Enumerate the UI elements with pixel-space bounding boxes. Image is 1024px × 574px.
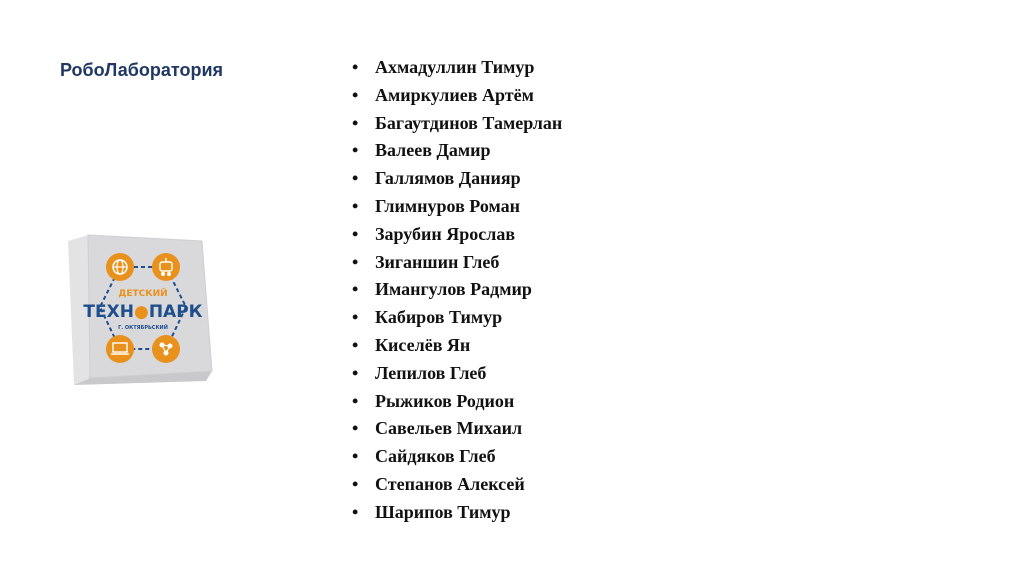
student-name: Зарубин Ярослав [375, 223, 516, 244]
student-name: Кабиров Тимур [375, 307, 503, 328]
technopark-logo [62, 233, 214, 393]
student-name: Валеев Дамир [375, 140, 491, 161]
list-item [352, 137, 562, 165]
slide-title: РобоЛаборатория [60, 60, 224, 80]
student-name: Багаутдинов Тамерлан [375, 112, 563, 133]
student-name: Рыжиков Родион [375, 390, 515, 411]
list-item [352, 415, 562, 443]
list-item [352, 471, 562, 499]
bullet: • [352, 446, 359, 467]
list-item [352, 221, 562, 249]
names-list [352, 54, 562, 527]
student-name: Шарипов Тимур [375, 501, 511, 522]
student-name: Лепилов Глеб [375, 362, 487, 383]
bullet: • [352, 251, 359, 272]
molecule-icon [152, 335, 180, 363]
list-item [352, 304, 562, 332]
list-item [352, 193, 562, 221]
bullet: • [352, 501, 359, 522]
bullet: • [352, 390, 359, 411]
bullet: • [352, 168, 359, 189]
list-item [352, 276, 562, 304]
bullet: • [352, 195, 359, 216]
logo-line1: ДЕТСКИЙ [118, 289, 168, 299]
list-item [352, 388, 562, 416]
bullet: • [352, 223, 359, 244]
robot-icon [152, 253, 180, 281]
list-item [352, 249, 562, 277]
bullet: • [352, 418, 359, 439]
list-item [352, 360, 562, 388]
list-item [352, 54, 562, 82]
bullet: • [352, 279, 359, 300]
student-name: Савельев Михаил [375, 418, 523, 439]
student-name: Киселёв Ян [375, 334, 471, 355]
logo-line2: ТЕХН●ПАРК [83, 302, 203, 322]
list-item [352, 332, 562, 360]
bullet: • [352, 57, 359, 77]
bullet: • [352, 307, 359, 328]
list-item [352, 110, 562, 138]
globe-icon [106, 253, 134, 281]
student-name: Степанов Алексей [375, 473, 525, 494]
bullet: • [352, 362, 359, 383]
student-name: Зиганшин Глеб [375, 251, 500, 272]
bullet: • [352, 334, 359, 355]
laptop-icon [106, 335, 134, 363]
bullet: • [352, 112, 359, 133]
list-item [352, 443, 562, 471]
list-item [352, 82, 562, 110]
list-item [352, 499, 562, 527]
student-name: Амиркулиев Артём [375, 84, 534, 105]
bullet: • [352, 84, 359, 105]
student-name: Галлямов Данияр [375, 168, 521, 189]
student-name: Ахмадуллин Тимур [375, 57, 535, 77]
student-name: Глимнуров Роман [375, 195, 521, 216]
student-name: Сайдяков Глеб [375, 446, 496, 467]
bullet: • [352, 140, 359, 161]
student-name: Имангулов Радмир [375, 279, 532, 300]
logo-line3: Г. ОКТЯБРЬСКИЙ [118, 325, 168, 331]
list-item [352, 165, 562, 193]
bullet: • [352, 473, 359, 494]
